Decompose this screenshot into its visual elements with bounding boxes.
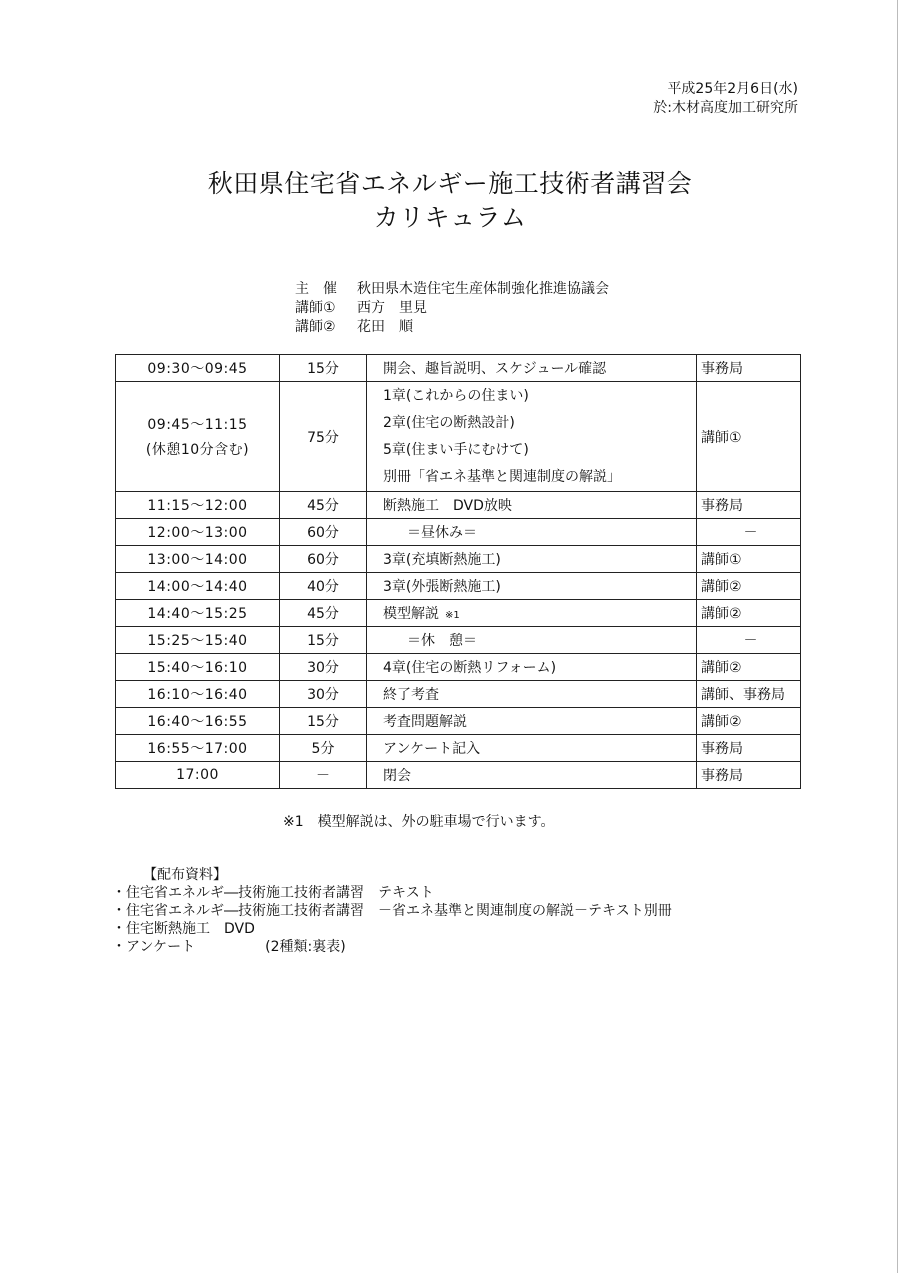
duration-cell: 45分 bbox=[280, 600, 367, 627]
staff-cell: － bbox=[697, 519, 801, 546]
staff-cell: 事務局 bbox=[697, 492, 801, 519]
content-line: 5章(住まい手にむけて) bbox=[383, 441, 529, 458]
time-cell: 16:10～16:40 bbox=[116, 681, 280, 708]
list-item: ・アンケート (2種類:裏表) bbox=[112, 939, 346, 955]
time-cell: 09:30～09:45 bbox=[116, 355, 280, 382]
content-cell: 3章(外張断熱施工) bbox=[367, 573, 697, 600]
duration-cell: 30分 bbox=[280, 681, 367, 708]
time-cell bbox=[116, 382, 280, 492]
duration-cell: 75分 bbox=[280, 382, 367, 492]
table-row bbox=[116, 382, 801, 492]
staff-cell: － bbox=[697, 627, 801, 654]
duration-cell: 15分 bbox=[280, 355, 367, 382]
time-cell: 14:40～15:25 bbox=[116, 600, 280, 627]
staff-cell: 講師② bbox=[697, 573, 801, 600]
staff-cell: 講師、事務局 bbox=[697, 681, 801, 708]
time-cell: 11:15～12:00 bbox=[116, 492, 280, 519]
document-header bbox=[653, 80, 798, 118]
time-cell: 12:00～13:00 bbox=[116, 519, 280, 546]
content-cell bbox=[367, 382, 697, 492]
time-cell: 13:00～14:00 bbox=[116, 546, 280, 573]
staff-cell: 事務局 bbox=[697, 355, 801, 382]
lecturer1-name: 西方 里見 bbox=[357, 300, 427, 316]
venue-text: 於:木材高度加工研究所 bbox=[653, 100, 798, 116]
footnote-marker: ※1 bbox=[445, 610, 460, 621]
staff-cell: 講師② bbox=[697, 708, 801, 735]
duration-cell: 5分 bbox=[280, 735, 367, 762]
table-row bbox=[116, 762, 801, 789]
time-cell: 16:55～17:00 bbox=[116, 735, 280, 762]
lecturer2-row bbox=[295, 318, 609, 337]
content-cell: アンケート記入 bbox=[367, 735, 697, 762]
table-row bbox=[116, 627, 801, 654]
duration-cell: 15分 bbox=[280, 627, 367, 654]
content-line: 別冊「省エネ基準と関連制度の解説」 bbox=[383, 468, 621, 485]
content-line: 2章(住宅の断熱設計) bbox=[383, 414, 515, 431]
host-row bbox=[295, 280, 609, 299]
materials-heading: 【配布資料】 bbox=[143, 867, 227, 883]
content-cell: 終了考査 bbox=[367, 681, 697, 708]
staff-cell: 講師② bbox=[697, 600, 801, 627]
duration-cell: 40分 bbox=[280, 573, 367, 600]
table-row bbox=[116, 546, 801, 573]
time-range: 09:45～11:15 bbox=[147, 417, 248, 433]
content-cell bbox=[367, 600, 697, 627]
staff-cell: 事務局 bbox=[697, 762, 801, 789]
organizers-block bbox=[295, 280, 609, 337]
lecturer1-row bbox=[295, 299, 609, 318]
table-row bbox=[116, 355, 801, 382]
table-row bbox=[116, 735, 801, 762]
content-cell: 断熱施工 DVD放映 bbox=[367, 492, 697, 519]
page-title: 秋田県住宅省エネルギー施工技術者講習会 bbox=[207, 169, 693, 198]
staff-cell: 講師① bbox=[697, 382, 801, 492]
duration-cell: 60分 bbox=[280, 519, 367, 546]
duration-cell: 30分 bbox=[280, 654, 367, 681]
content-cell: 3章(充填断熱施工) bbox=[367, 546, 697, 573]
content-text: 模型解説 bbox=[383, 606, 439, 622]
table-row bbox=[116, 519, 801, 546]
duration-cell: 60分 bbox=[280, 546, 367, 573]
time-note: (休憩10分含む) bbox=[145, 442, 250, 458]
staff-cell: 講師① bbox=[697, 546, 801, 573]
time-cell: 14:00～14:40 bbox=[116, 573, 280, 600]
table-row bbox=[116, 600, 801, 627]
table-row bbox=[116, 492, 801, 519]
list-item: ・住宅断熱施工 DVD bbox=[112, 921, 255, 937]
materials-list bbox=[112, 866, 672, 956]
date-text: 平成25年2月6日(水) bbox=[667, 81, 798, 97]
content-line: 1章(これからの住まい) bbox=[383, 387, 529, 404]
lecturer2-label: 講師② bbox=[295, 319, 336, 335]
staff-cell: 事務局 bbox=[697, 735, 801, 762]
table-row bbox=[116, 573, 801, 600]
staff-cell: 講師② bbox=[697, 654, 801, 681]
table-row bbox=[116, 654, 801, 681]
duration-cell: 45分 bbox=[280, 492, 367, 519]
page-subtitle: カリキュラム bbox=[373, 203, 527, 232]
host-name: 秋田県木造住宅生産体制強化推進協議会 bbox=[357, 281, 609, 297]
duration-cell: 15分 bbox=[280, 708, 367, 735]
table-row bbox=[116, 681, 801, 708]
time-cell: 15:25～15:40 bbox=[116, 627, 280, 654]
content-cell: 開会、趣旨説明、スケジュール確認 bbox=[367, 355, 697, 382]
host-label: 主 催 bbox=[295, 281, 337, 297]
list-item: ・住宅省エネルギ―技術施工技術者講習 テキスト bbox=[112, 885, 434, 901]
time-cell: 17:00 bbox=[116, 762, 280, 789]
time-cell: 16:40～16:55 bbox=[116, 708, 280, 735]
footnote-text: ※1 模型解説は、外の駐車場で行います。 bbox=[283, 814, 555, 830]
lecturer2-name: 花田 順 bbox=[357, 319, 413, 335]
content-cell: 考査問題解説 bbox=[367, 708, 697, 735]
time-cell: 15:40～16:10 bbox=[116, 654, 280, 681]
schedule-table bbox=[115, 354, 801, 789]
content-cell: 閉会 bbox=[367, 762, 697, 789]
list-item: ・住宅省エネルギ―技術施工技術者講習 －省エネ基準と関連制度の解説－テキスト別冊 bbox=[112, 903, 672, 919]
content-cell: ＝昼休み＝ bbox=[367, 519, 697, 546]
lecturer1-label: 講師① bbox=[295, 300, 336, 316]
duration-cell: － bbox=[280, 762, 367, 789]
table-row bbox=[116, 708, 801, 735]
content-cell: 4章(住宅の断熱リフォーム) bbox=[367, 654, 697, 681]
content-cell: ＝休 憩＝ bbox=[367, 627, 697, 654]
